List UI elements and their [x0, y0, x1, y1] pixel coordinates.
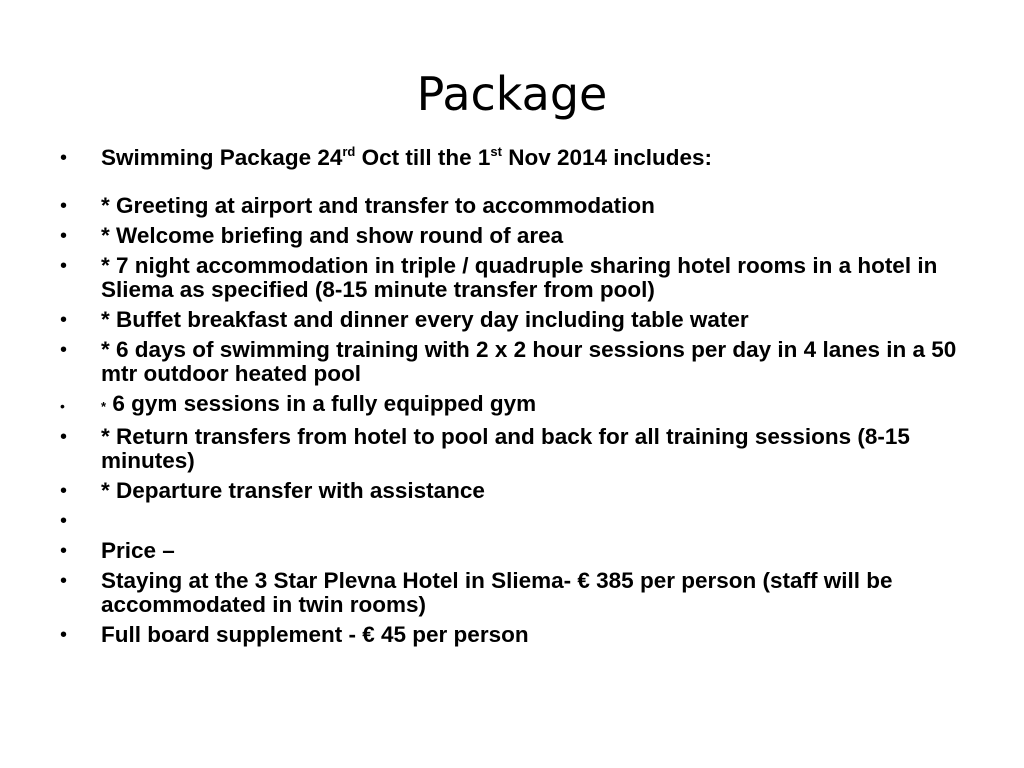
hotel-price-text: Staying at the 3 Star Plevna Hotel in Sliema- € 385 per person (staff will be accommodated in twin rooms) [101, 568, 893, 617]
list-item-accommodation [56, 254, 968, 302]
list-item-price [56, 539, 968, 563]
item-text: * 6 gym sessions in a fully equipped gym [101, 391, 537, 416]
list-item-meals [56, 308, 968, 332]
supplement-text: Full board supplement - € 45 per person [101, 622, 529, 647]
bullet-icon: • [60, 510, 68, 532]
bullet-icon: • [60, 480, 68, 502]
bullet-icon: • [60, 195, 68, 217]
list-item-greeting [56, 194, 968, 218]
list-item-gym [56, 392, 968, 419]
list-item-departure [56, 479, 968, 503]
list-item-empty [56, 509, 968, 533]
item-text: * Welcome briefing and show round of area [101, 223, 564, 248]
list-item-welcome [56, 224, 968, 248]
bullet-icon: • [60, 339, 68, 361]
list-item-package-heading [56, 146, 968, 170]
bullet-icon: • [60, 255, 68, 277]
list-item-supplement [56, 623, 968, 647]
price-label: Price – [101, 538, 175, 563]
bullet-list [56, 146, 968, 653]
item-text: * Return transfers from hotel to pool and back for all training sessions (8-15 minutes) [101, 424, 910, 473]
list-item-training [56, 338, 968, 386]
package-heading: Swimming Package 24rd Oct till the 1st Nov 2014 includes: [101, 144, 713, 170]
bullet-icon: • [60, 398, 65, 414]
slide-title: Package [416, 67, 608, 121]
bullet-icon: • [60, 309, 68, 331]
item-text: * 6 days of swimming training with 2 x 2 hour sessions per day in 4 lanes in a 50 mtr outdoor heated pool [101, 337, 957, 386]
list-item-hotel-price [56, 569, 968, 617]
bullet-icon: • [60, 540, 68, 562]
bullet-icon: • [60, 225, 68, 247]
bullet-icon: • [60, 147, 68, 169]
item-text: * Buffet breakfast and dinner every day including table water [101, 307, 749, 332]
bullet-icon: • [60, 426, 68, 448]
item-text: * Departure transfer with assistance [101, 478, 485, 503]
item-text: * 7 night accommodation in triple / quadruple sharing hotel rooms in a hotel in Sliema as specified (8-15 minute transfer from pool) [101, 253, 938, 302]
bullet-icon: • [60, 570, 68, 592]
bullet-icon: • [60, 624, 68, 646]
list-item-return-transfers [56, 425, 968, 473]
item-text: * Greeting at airport and transfer to accommodation [101, 193, 655, 218]
